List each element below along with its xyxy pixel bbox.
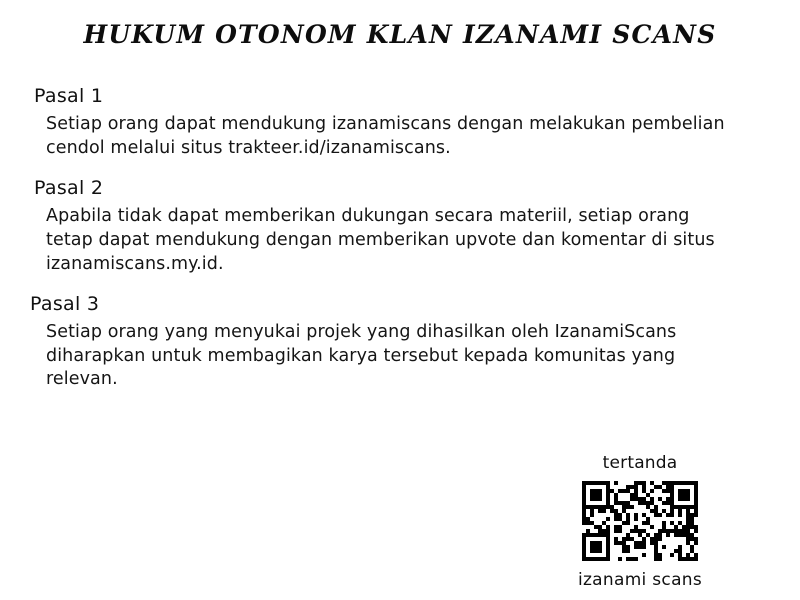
article-heading: Pasal 1	[34, 85, 104, 107]
qr-code-wrapper	[530, 481, 750, 561]
signature-label: tertanda	[602, 453, 678, 473]
article-item	[30, 85, 755, 160]
article-item	[30, 293, 755, 392]
article-body: Setiap orang yang menyukai projek yang dihasilkan oleh IzanamiScans diharapkan untuk membagikan karya tersebut kepada komunitas yang relevan.	[46, 322, 677, 390]
article-body: Setiap orang dapat mendukung izanamiscans dengan melakukan pembelian cendol melalui situs trakteer.id/izanamiscans.	[46, 114, 725, 158]
page-title: HUKUM OTONOM KLAN IZANAMI SCANS	[83, 20, 717, 49]
articles-list	[0, 85, 800, 392]
signature-block	[530, 453, 750, 590]
signature-name: izanami scans	[577, 570, 703, 590]
qr-code-icon	[582, 481, 698, 561]
article-heading: Pasal 3	[30, 293, 100, 316]
article-heading: Pasal 2	[34, 177, 104, 200]
article-body: Apabila tidak dapat memberikan dukungan secara materiil, setiap orang tetap dapat mendukung dengan memberikan upvote dan komentar di situs izanamiscans.my.id.	[46, 206, 715, 274]
article-item	[30, 177, 755, 276]
